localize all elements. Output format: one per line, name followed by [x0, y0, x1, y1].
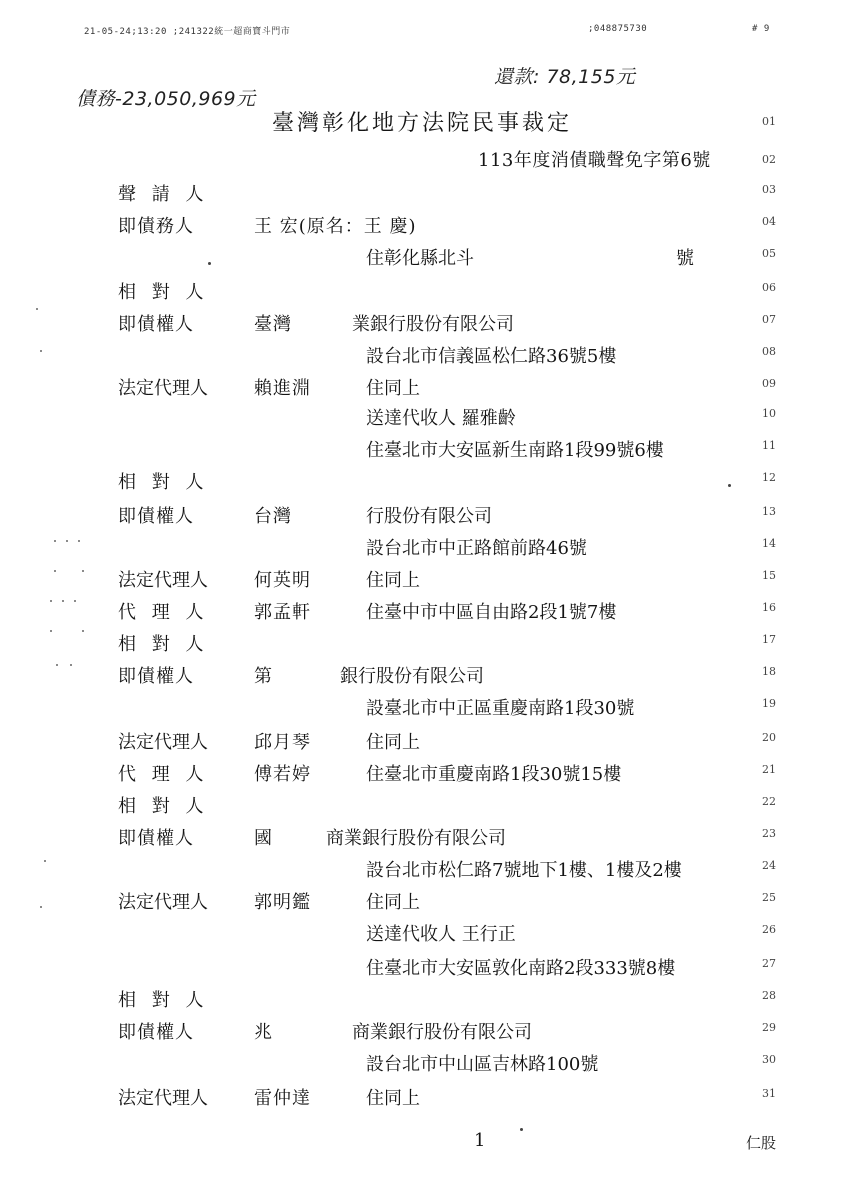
party-name: 臺灣: [254, 314, 292, 335]
scan-speck: [56, 664, 58, 666]
scan-speck: [728, 484, 731, 487]
party-address: 住彰化縣北斗: [366, 248, 474, 269]
doc-line-22: [0, 792, 848, 824]
party-name: 第: [254, 666, 273, 687]
doc-line-08: [0, 342, 848, 374]
scan-speck: [54, 540, 56, 542]
handwritten-repayment-note: 還款: 78,155元: [494, 66, 636, 88]
scan-speck: [50, 600, 52, 602]
line-number: 27: [762, 957, 776, 970]
party-role: 相 對 人: [118, 282, 209, 303]
doc-line-17: [0, 630, 848, 662]
document-title: 臺灣彰化地方法院民事裁定: [272, 111, 573, 136]
party-address: 設台北市松仁路7號地下1樓、1樓及2樓: [366, 860, 682, 881]
line-number: 23: [762, 827, 776, 840]
line-number: 21: [762, 763, 776, 776]
party-address: 住臺北市大安區新生南路1段99號6樓: [366, 440, 664, 461]
party-name: 國: [254, 828, 273, 849]
party-name: 台灣: [254, 506, 292, 527]
doc-line-13: [0, 502, 848, 534]
address-suffix: 號: [676, 248, 694, 269]
handwritten-debt-note: 債務-23,050,969元: [76, 88, 256, 110]
party-name: 傅若婷: [254, 764, 311, 785]
page-number: 1: [474, 1130, 486, 1151]
party-name: 雷仲達: [254, 1088, 311, 1109]
line-number: 09: [762, 377, 776, 390]
party-address: 住臺中市中區自由路2段1號7樓: [366, 602, 617, 623]
service-agent: 送達代收人 王行正: [366, 924, 516, 945]
line-number: 18: [762, 665, 776, 678]
doc-line-27: [0, 954, 848, 986]
doc-line-14: [0, 534, 848, 566]
doc-line-01: [0, 112, 848, 144]
party-name: 郭明鑑: [254, 892, 311, 913]
doc-line-04: [0, 212, 848, 244]
doc-line-05: [0, 244, 848, 276]
party-name: 邱月琴: [254, 732, 311, 753]
doc-line-30: [0, 1050, 848, 1082]
fax-header-left: 21-05-24;13:20 ;241322統一超商寶斗門市: [84, 27, 291, 37]
line-number: 16: [762, 601, 776, 614]
scan-speck: [44, 860, 46, 862]
scan-speck: [208, 262, 211, 265]
party-role: 代 理 人: [118, 764, 209, 785]
line-number: 20: [762, 731, 776, 744]
doc-line-07: [0, 310, 848, 342]
scan-speck: [62, 600, 64, 602]
party-role: 法定代理人: [118, 732, 208, 753]
party-role: 相 對 人: [118, 472, 209, 493]
line-number: 02: [762, 153, 776, 166]
party-role: 即債權人: [118, 506, 194, 527]
fax-header-number: ;048875730: [588, 24, 648, 34]
party-company: 行股份有限公司: [366, 506, 492, 527]
party-address: 住臺北市重慶南路1段30號15樓: [366, 764, 622, 785]
party-role: 相 對 人: [118, 634, 209, 655]
line-number: 22: [762, 795, 776, 808]
party-role: 法定代理人: [118, 1088, 208, 1109]
scan-speck: [520, 1128, 523, 1131]
doc-line-11: [0, 436, 848, 468]
party-name: 何英明: [254, 570, 311, 591]
doc-line-10: [0, 404, 848, 436]
party-address: 設台北市信義區松仁路36號5樓: [366, 346, 617, 367]
case-number: 113年度消債職聲免字第6號: [478, 150, 711, 171]
party-address: 住臺北市大安區敦化南路2段333號8樓: [366, 958, 676, 979]
line-number: 06: [762, 281, 776, 294]
scan-speck: [54, 570, 56, 572]
scan-speck: [50, 630, 52, 632]
party-company: 商業銀行股份有限公司: [352, 1022, 532, 1043]
line-number: 04: [762, 215, 776, 228]
party-role: 聲 請 人: [118, 184, 209, 205]
party-role: 即債權人: [118, 314, 194, 335]
doc-line-18: [0, 662, 848, 694]
line-number: 25: [762, 891, 776, 904]
line-number: 28: [762, 989, 776, 1002]
doc-line-12: [0, 468, 848, 500]
party-name: 王 宏(原名：王 慶): [254, 216, 417, 237]
party-role: 相 對 人: [118, 990, 209, 1011]
party-role: 相 對 人: [118, 796, 209, 817]
line-number: 05: [762, 247, 776, 260]
scan-speck: [82, 630, 84, 632]
party-address: 住同上: [366, 1088, 420, 1109]
party-role: 即債務人: [118, 216, 194, 237]
party-address: 設台北市中山區吉林路100號: [366, 1054, 599, 1075]
line-number: 29: [762, 1021, 776, 1034]
scan-speck: [40, 350, 42, 352]
line-number: 15: [762, 569, 776, 582]
scan-speck: [78, 540, 80, 542]
party-address: 住同上: [366, 570, 420, 591]
fax-header-page: # 9: [752, 24, 770, 34]
party-company: 商業銀行股份有限公司: [326, 828, 506, 849]
party-name: 賴進淵: [254, 378, 311, 399]
court-unit-label: 仁股: [746, 1134, 777, 1152]
party-company: 銀行股份有限公司: [340, 666, 484, 687]
line-number: 08: [762, 345, 776, 358]
doc-line-02: [0, 150, 848, 182]
party-role: 即債權人: [118, 828, 194, 849]
party-address: 住同上: [366, 378, 420, 399]
doc-line-24: [0, 856, 848, 888]
party-address: 住同上: [366, 892, 420, 913]
scan-speck: [66, 540, 68, 542]
party-name: 兆: [254, 1022, 273, 1043]
party-role: 代 理 人: [118, 602, 209, 623]
doc-line-03: [0, 180, 848, 212]
line-number: 13: [762, 505, 776, 518]
doc-line-21: [0, 760, 848, 792]
line-number: 01: [762, 115, 776, 128]
scan-speck: [36, 308, 38, 310]
party-role: 即債權人: [118, 666, 194, 687]
line-number: 11: [762, 439, 776, 452]
line-number: 12: [762, 471, 776, 484]
line-number: 07: [762, 313, 776, 326]
scan-speck: [40, 906, 42, 908]
line-number: 10: [762, 407, 776, 420]
line-number: 17: [762, 633, 776, 646]
doc-line-23: [0, 824, 848, 856]
doc-line-20: [0, 728, 848, 760]
party-address: 設台北市中正路館前路46號: [366, 538, 587, 559]
party-name: 郭孟軒: [254, 602, 311, 623]
line-number: 03: [762, 183, 776, 196]
doc-line-29: [0, 1018, 848, 1050]
party-company: 業銀行股份有限公司: [352, 314, 514, 335]
line-number: 26: [762, 923, 776, 936]
service-agent: 送達代收人 羅雅齡: [366, 408, 516, 429]
scan-speck: [70, 664, 72, 666]
doc-line-19: [0, 694, 848, 726]
doc-line-16: [0, 598, 848, 630]
doc-line-06: [0, 278, 848, 310]
doc-line-09: [0, 374, 848, 406]
scan-speck: [74, 600, 76, 602]
party-address: 設臺北市中正區重慶南路1段30號: [366, 698, 635, 719]
line-number: 24: [762, 859, 776, 872]
party-role: 法定代理人: [118, 378, 208, 399]
party-role: 即債權人: [118, 1022, 194, 1043]
doc-line-31: [0, 1084, 848, 1116]
doc-line-25: [0, 888, 848, 920]
doc-line-15: [0, 566, 848, 598]
line-number: 14: [762, 537, 776, 550]
line-number: 31: [762, 1087, 776, 1100]
party-role: 法定代理人: [118, 892, 208, 913]
line-number: 30: [762, 1053, 776, 1066]
party-role: 法定代理人: [118, 570, 208, 591]
party-address: 住同上: [366, 732, 420, 753]
doc-line-28: [0, 986, 848, 1018]
line-number: 19: [762, 697, 776, 710]
doc-line-26: [0, 920, 848, 952]
scan-speck: [82, 570, 84, 572]
